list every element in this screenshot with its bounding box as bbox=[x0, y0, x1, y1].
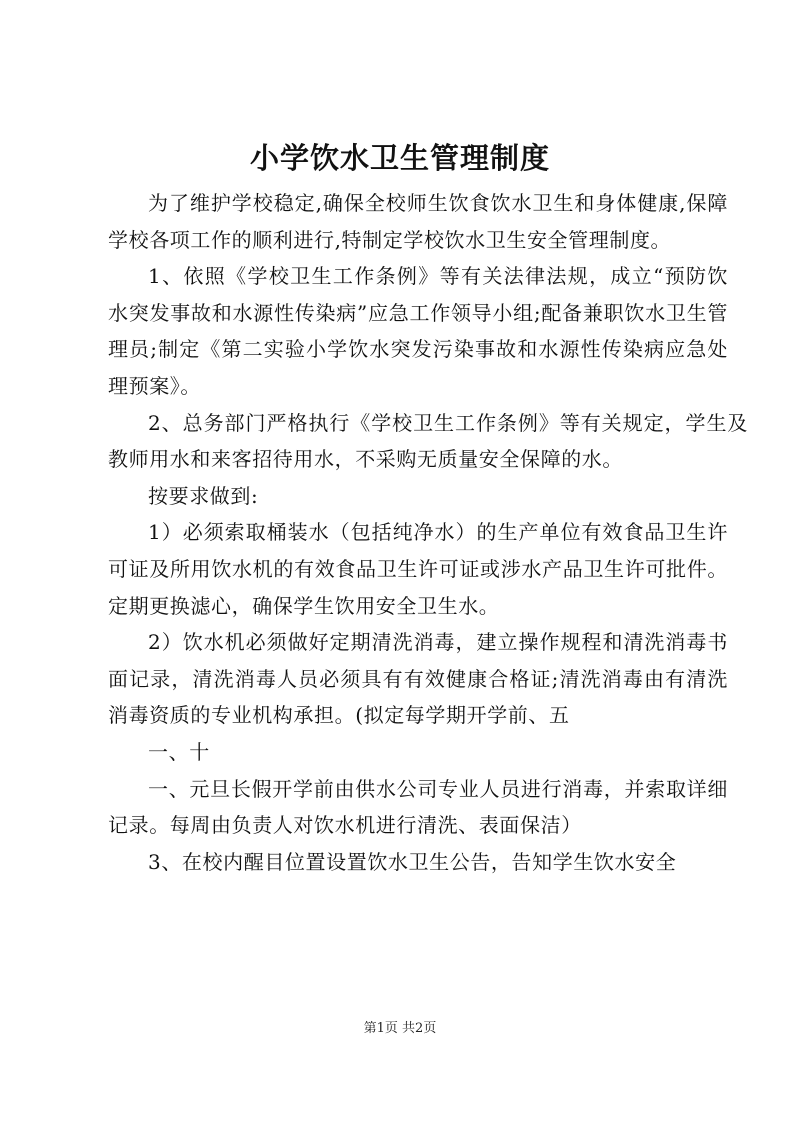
page-title: 小学饮水卫生管理制度 bbox=[249, 141, 550, 175]
paragraph-requirements-lead: 按要求做到: bbox=[148, 483, 259, 508]
paragraph-item-2: 2、总务部门严格执行《学校卫生工作条例》等有关规定，学生及教师用水和来客招待用水，不采购无质量安全保障的水。 bbox=[108, 410, 748, 472]
paragraph-requirement-2: 2）饮水机必须做好定期清洗消毒，建立操作规程和清洗消毒书面记录，清洗消毒人员必须具有有效健康合格证;清洗消毒由有清洗消毒资质的专业机构承担。(拟定每学期开学前、五 bbox=[108, 630, 728, 728]
paragraph-item-1: 1、依照《学校卫生工作条例》等有关法律法规，成立“预防饮水突发事故和水源性传染病”应急工作领导小组;配备兼职饮水卫生管理员;制定《第二实验小学饮水突发污染事故和水源性传染病应急处理预案》。 bbox=[108, 264, 728, 398]
paragraph-holiday-fragment: 一、十 bbox=[148, 739, 210, 764]
paragraph-intro: 为了维护学校稳定,确保全校师生饮食饮水卫生和身体健康,保障学校各项工作的顺利进行,特制定学校饮水卫生安全管理制度。 bbox=[108, 191, 728, 252]
document-body bbox=[108, 185, 748, 880]
paragraph-holiday-detail: 一、元旦长假开学前由供水公司专业人员进行消毒，并索取详细记录。每周由负责人对饮水机进行清洗、表面保洁） bbox=[108, 776, 728, 838]
paragraph-requirement-1: 1）必须索取桶装水（包括纯净水）的生产单位有效食品卫生许可证及所用饮水机的有效食品卫生许可证或涉水产品卫生许可批件。定期更换滤心，确保学生饮用安全卫生水。 bbox=[108, 520, 728, 618]
paragraph-item-3: 3、在校内醒目位置设置饮水卫生公告，告知学生饮水安全 bbox=[148, 849, 677, 874]
page-footer: 第1页 共2页 bbox=[363, 1021, 437, 1036]
